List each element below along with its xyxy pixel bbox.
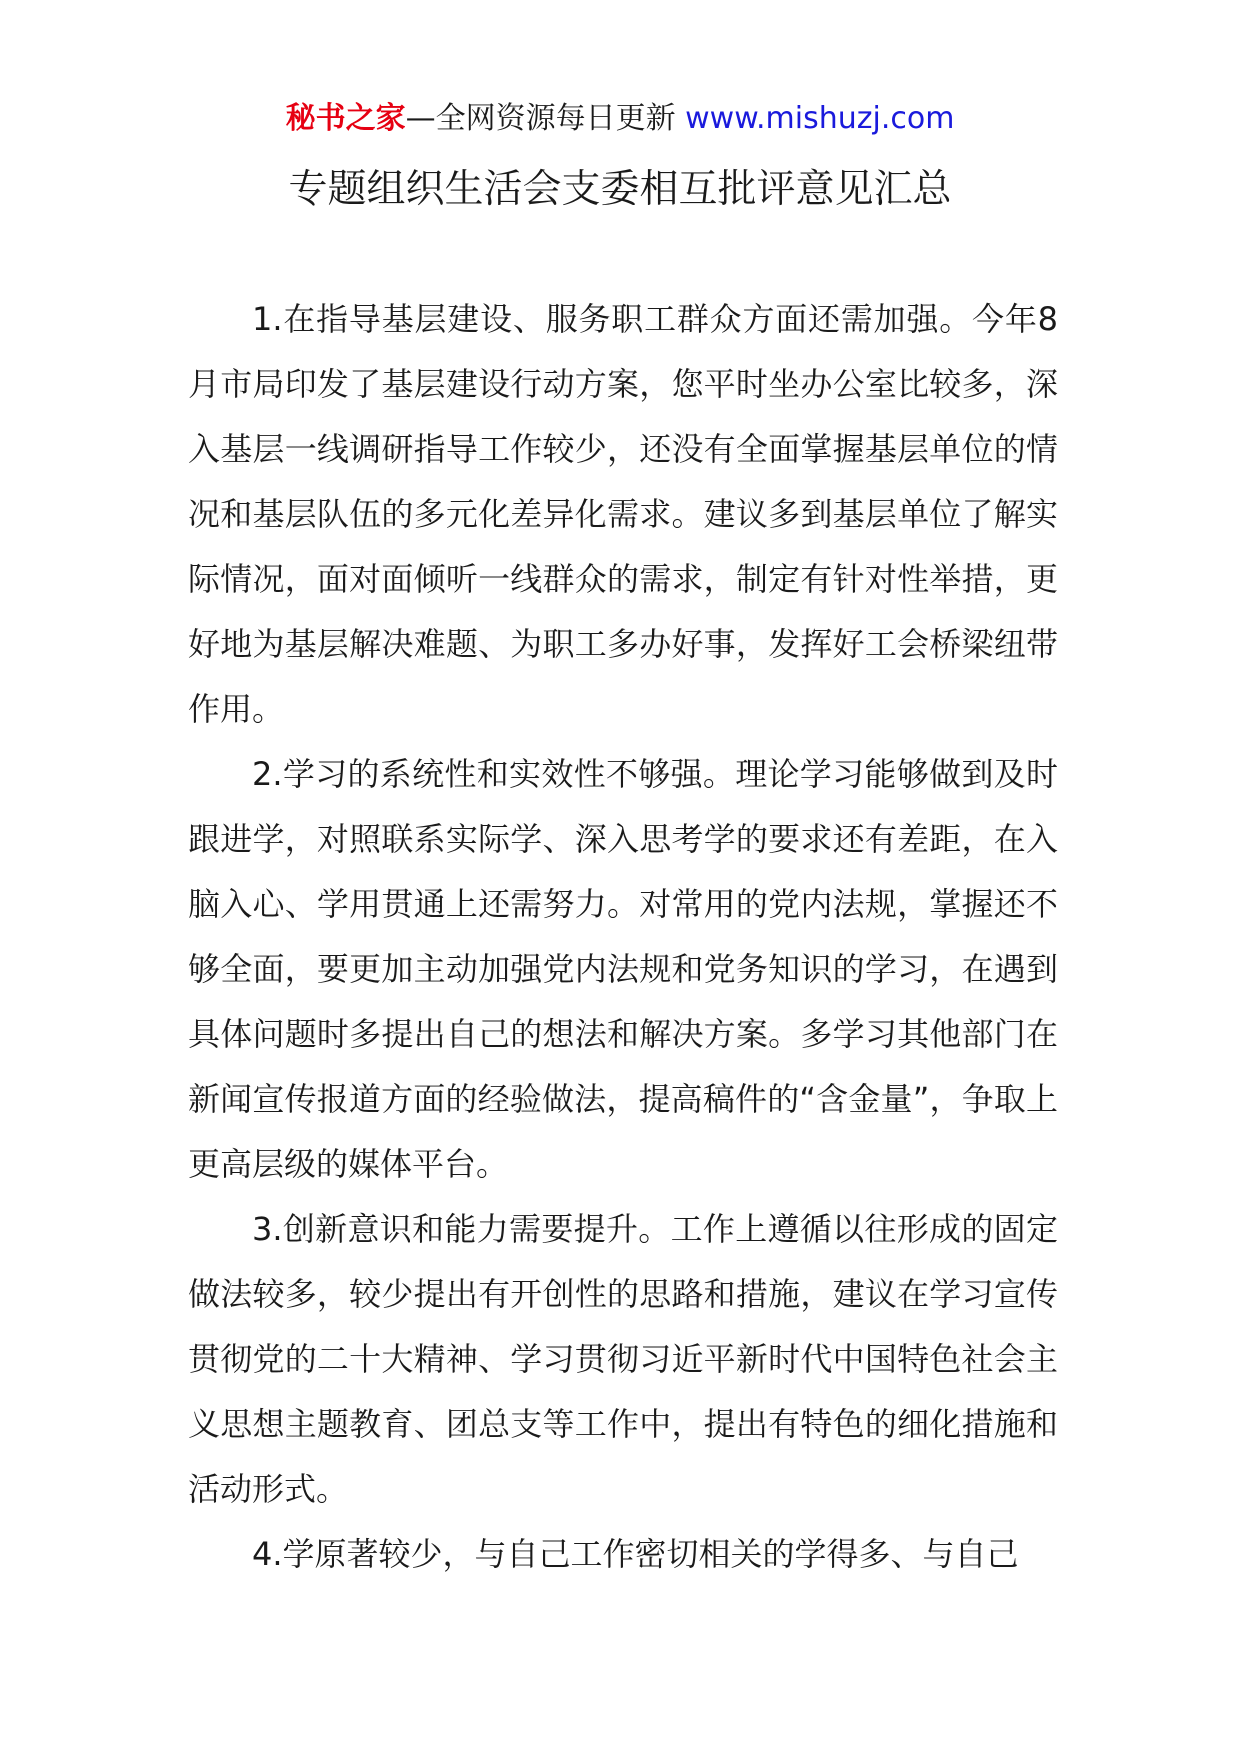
paragraph-1: 1.在指导基层建设、服务职工群众方面还需加强。今年8月市局印发了基层建设行动方案，您平时坐办公室比较多，深入基层一线调研指导工作较少，还没有全面掌握基层单位的情况和基层队伍的多元化差异化需求。建议多到基层单位了解实际情况，面对面倾听一线群众的需求，制定有针对性举措，更好地为基层解决难题、为职工多办好事，发挥好工会桥梁纽带作用。 [188,300,1058,728]
document-body [188,287,1058,1587]
paragraph-4: 4.学原著较少，与自己工作密切相关的学得多、与自己 [252,1535,1019,1573]
paragraph-3: 3.创新意识和能力需要提升。工作上遵循以往形成的固定做法较多，较少提出有开创性的思路和措施，建议在学习宣传贯彻党的二十大精神、学习贯彻习近平新时代中国特色社会主义思想主题教育、团总支等工作中，提出有特色的细化措施和活动形式。 [188,1210,1058,1508]
document-title: 专题组织生活会支委相互批评意见汇总 [288,167,952,212]
site-url-link[interactable]: www.mishuzj.com [685,101,955,136]
brand-name: 秘书之家 [285,101,406,136]
site-header [0,98,1240,140]
paragraph-2: 2.学习的系统性和实效性不够强。理论学习能够做到及时跟进学，对照联系实际学、深入思考学的要求还有差距，在入脑入心、学用贯通上还需努力。对常用的党内法规，掌握还不够全面，要更加主动加强党内法规和党务知识的学习，在遇到具体问题时多提出自己的想法和解决方案。多学习其他部门在新闻宣传报道方面的经验做法，提高稿件的“含金量”，争取上更高层级的媒体平台。 [188,755,1058,1183]
header-tagline: —全网资源每日更新 [405,101,676,136]
